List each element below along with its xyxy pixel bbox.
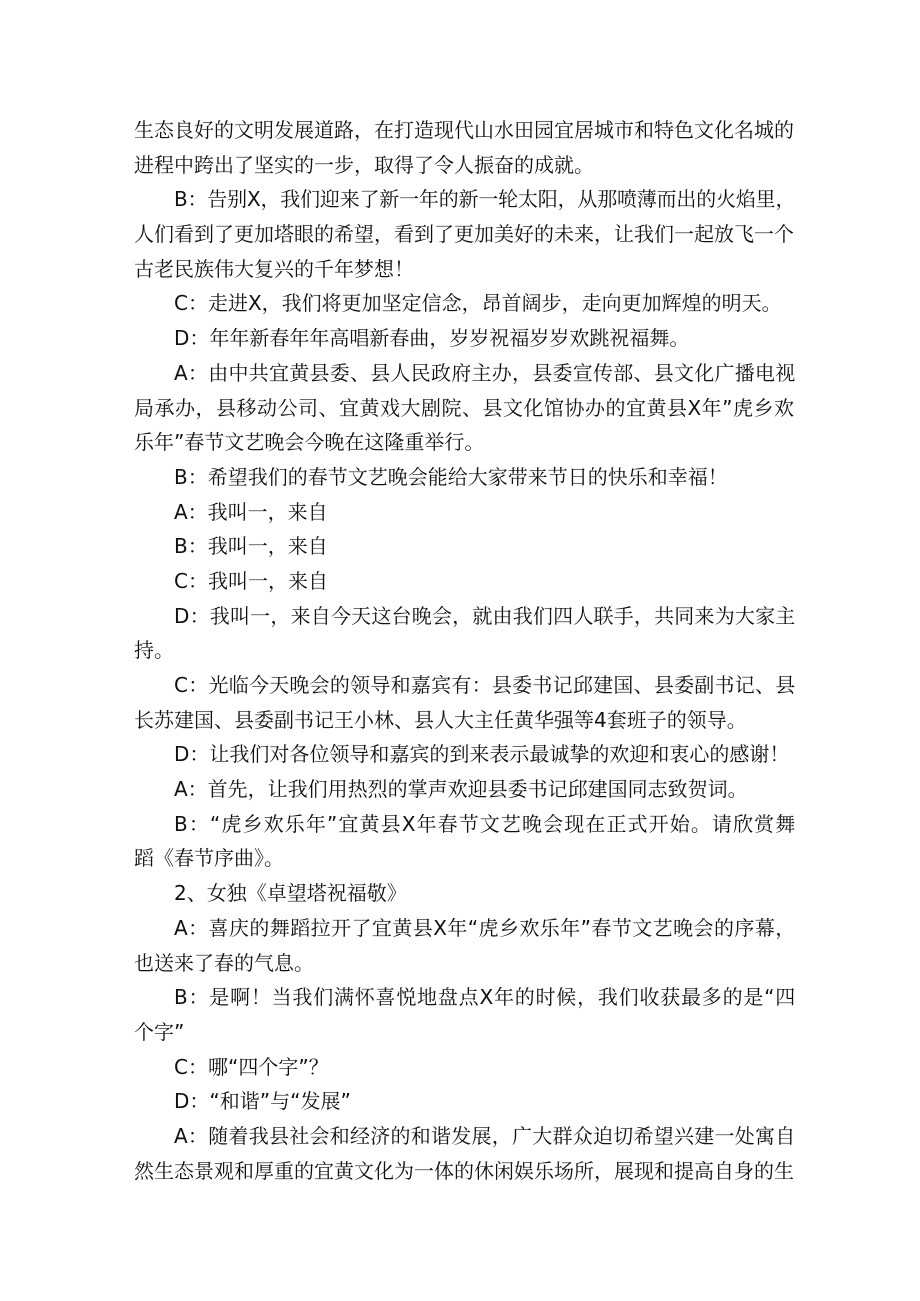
- text-line: D：“和谐”与“发展”: [174, 1089, 351, 1114]
- text-line: 乐年”春节文艺晚会今晚在这隆重举行。: [134, 430, 485, 455]
- text-line: C：光临今天晚会的领导和嘉宾有：县委书记邱建国、县委副书记、县: [174, 673, 794, 697]
- text-line: A：随着我县社会和经济的和谐发展，广大群众迫切希望兴建一处寓自: [174, 1123, 794, 1148]
- text-line: D：我叫一，来自今天这台晚会，就由我们四人联手，共同来为大家主: [174, 603, 794, 628]
- text-line: B：我叫一，来自: [174, 534, 328, 559]
- text-line: B：是啊！当我们满怀喜悦地盘点X年的时候，我们收获最多的是“四: [174, 985, 794, 1010]
- text-line: 也送来了春的气息。: [134, 950, 314, 975]
- text-line: A：由中共宜黄县委、县人民政府主办，县委宣传部、县文化广播电视: [174, 360, 794, 385]
- text-line: C：哪“四个字”？: [174, 1054, 329, 1079]
- text-line: B：告别X，我们迎来了新一年的新一轮太阳，从那喷薄而出的火焰里，: [174, 187, 794, 212]
- text-line: 古老民族伟大复兴的千年梦想！: [134, 256, 414, 281]
- text-line: 局承办，县移动公司、宜黄戏大剧院、县文化馆协办的宜黄县X年”虎乡欢: [134, 395, 794, 420]
- text-line: A：我叫一，来自: [174, 499, 328, 524]
- text-line: 人们看到了更加塔眼的希望，看到了更加美好的未来，让我们一起放飞一个: [134, 222, 794, 247]
- text-line: A：首先，让我们用热烈的掌声欢迎县委书记邱建国同志致贺词。: [174, 777, 748, 802]
- text-line: A：喜庆的舞蹈拉开了宜黄县X年“虎乡欢乐年”春节文艺晚会的序幕，: [174, 915, 794, 940]
- text-line: 个字”: [134, 1019, 185, 1044]
- text-line: C：走进X，我们将更加坚定信念，昂首阔步，走向更加辉煌的明天。: [174, 291, 782, 316]
- text-line: 然生态景观和厚重的宜黄文化为一体的休闲娱乐场所，展现和提高自身的生: [134, 1158, 794, 1183]
- text-line: C：我叫一，来自: [174, 568, 328, 593]
- text-line: D：让我们对各位领导和嘉宾的到来表示最诚挚的欢迎和衷心的感谢！: [174, 742, 790, 767]
- text-line: 生态良好的文明发展道路，在打造现代山水田园宜居城市和特色文化名城的: [134, 118, 794, 142]
- text-line: D：年年新春年年高唱新春曲，岁岁祝福岁岁欢跳祝福舞。: [174, 326, 690, 351]
- document-body: [134, 113, 794, 1188]
- text-line: B：“虎乡欢乐年”宜黄县X年春节文艺晚会现在正式开始。请欣赏舞: [174, 811, 794, 836]
- text-line: 长苏建国、县委副书记王小林、县人大主任黄华强等4套班子的领导。: [134, 707, 747, 732]
- text-line: 2、女独《卓望塔祝福敬》: [174, 881, 407, 906]
- text-line: 蹈《春节序曲》。: [134, 846, 284, 871]
- text-line: 持。: [134, 638, 174, 663]
- text-line: 进程中跨出了坚实的一步，取得了令人振奋的成就。: [134, 152, 594, 177]
- text-line: B：希望我们的春节文艺晚会能给大家带来节日的快乐和幸福！: [174, 464, 728, 489]
